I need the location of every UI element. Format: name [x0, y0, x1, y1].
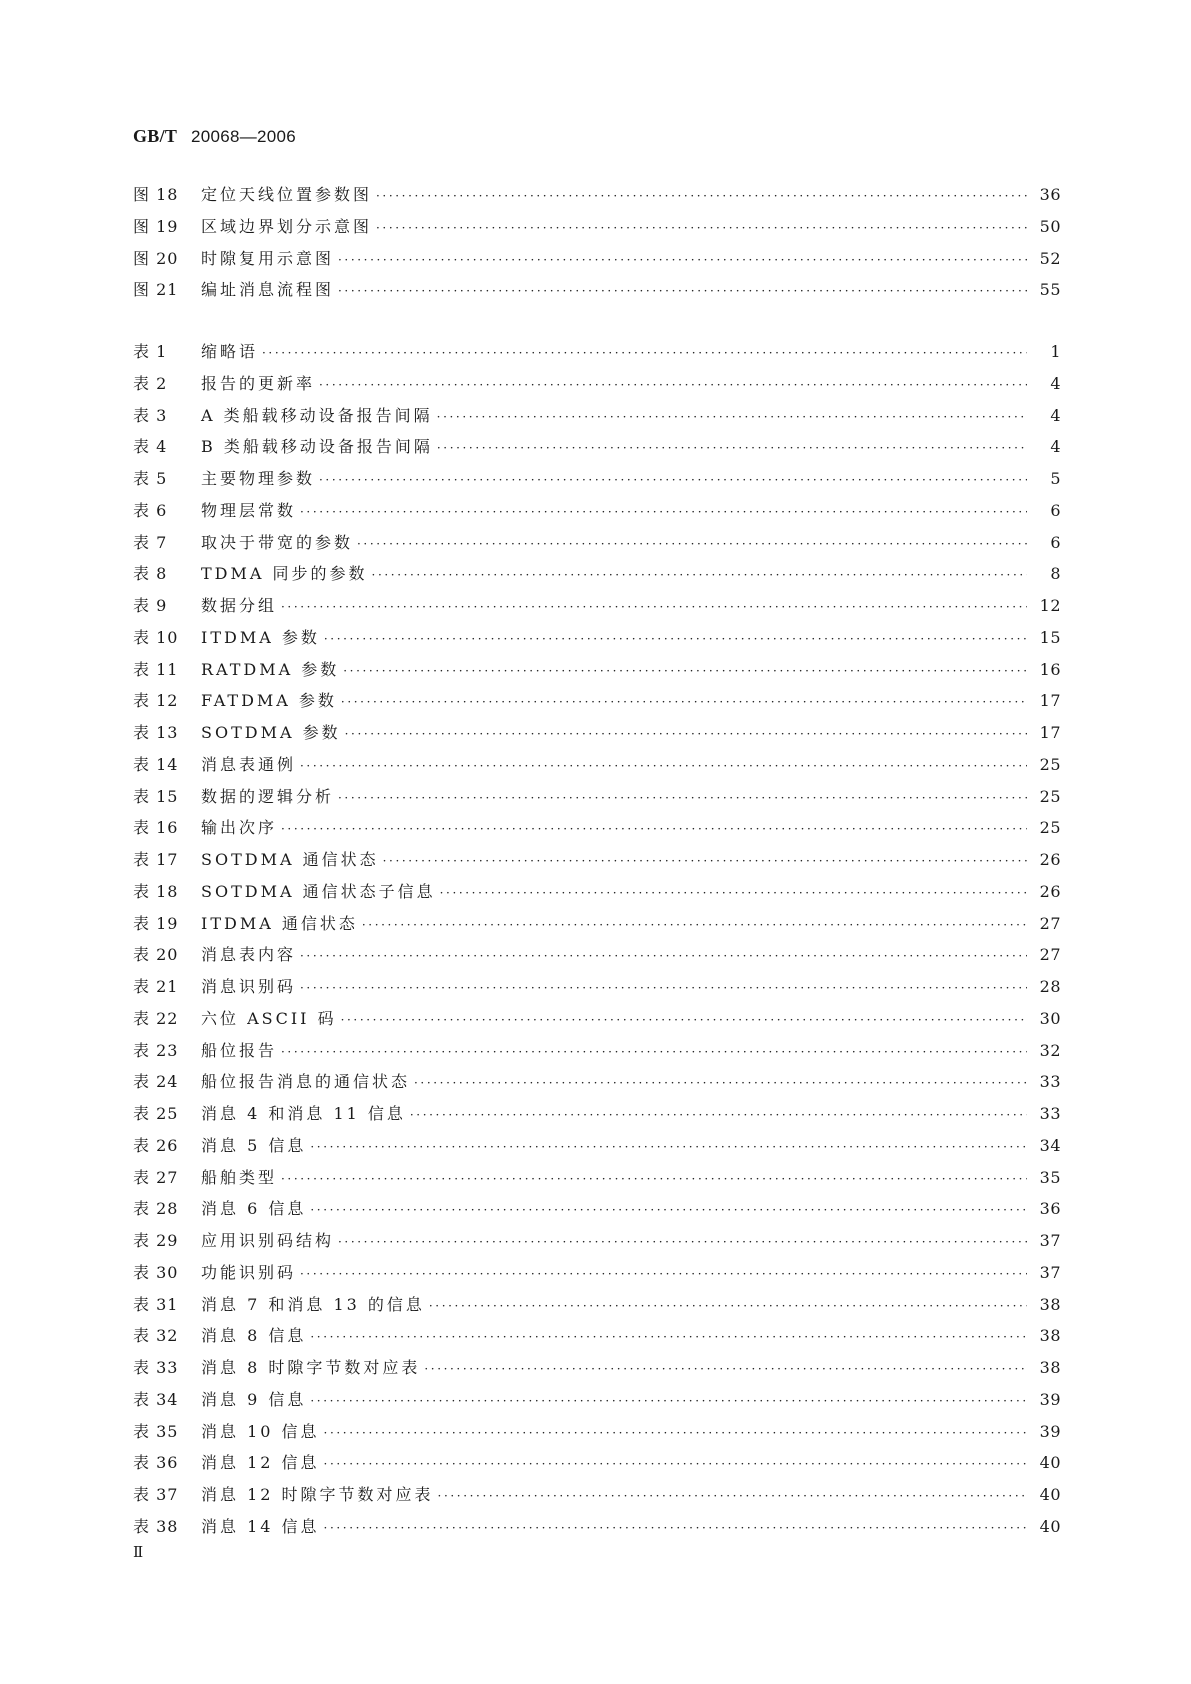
table-entry[interactable] [133, 1196, 1061, 1228]
entry-title[interactable]: 区域边界划分示意图 [201, 216, 373, 236]
entry-page-number: 38 [1039, 1358, 1061, 1377]
table-entry[interactable] [133, 403, 1061, 435]
dot-leader [362, 918, 1027, 932]
table-entry[interactable] [133, 942, 1061, 974]
entry-title[interactable]: FATDMA 参数 [201, 691, 337, 711]
entry-title[interactable]: 编址消息流程图 [201, 280, 335, 300]
table-entry[interactable] [133, 847, 1061, 879]
entry-page-number: 32 [1039, 1040, 1061, 1060]
dot-leader [262, 346, 1027, 360]
entry-page-number: 30 [1039, 1008, 1061, 1028]
entry-page-number: 12 [1039, 596, 1061, 615]
entry-title[interactable]: 消息 6 信息 [201, 1199, 307, 1219]
entry-label: 表 29 [133, 1231, 179, 1250]
entry-page-number: 39 [1039, 1389, 1061, 1409]
entry-label: 表 12 [133, 691, 179, 711]
table-list [133, 339, 1061, 1546]
entry-title[interactable]: 消息 8 信息 [201, 1326, 307, 1346]
entry-label: 表 5 [133, 469, 168, 488]
entry-title[interactable]: 消息 12 时隙字节数对应表 [201, 1485, 434, 1504]
entry-page-number: 25 [1039, 754, 1061, 774]
table-entry[interactable] [133, 371, 1061, 403]
dot-leader [324, 632, 1027, 646]
table-entry[interactable] [133, 1006, 1061, 1038]
entry-page-number: 37 [1039, 1231, 1061, 1250]
entry-page-number: 38 [1039, 1294, 1061, 1314]
dot-leader [310, 1203, 1027, 1217]
entry-label: 表 10 [133, 627, 179, 647]
entry-page-number: 36 [1039, 185, 1061, 204]
entry-title[interactable]: 六位 ASCII 码 [201, 1008, 337, 1028]
entry-title[interactable]: 船位报告消息的通信状态 [201, 1072, 411, 1092]
dot-leader [414, 1076, 1027, 1090]
dot-leader [357, 537, 1027, 551]
entry-page-number: 8 [1050, 564, 1061, 584]
entry-label: 表 27 [133, 1167, 179, 1187]
entry-label: 表 20 [133, 945, 179, 965]
entry-page-number: 15 [1039, 627, 1061, 647]
dot-leader [338, 1235, 1027, 1249]
entry-label: 表 16 [133, 818, 179, 838]
table-entry[interactable] [133, 784, 1061, 816]
entry-page-number: 28 [1039, 977, 1061, 996]
entry-label: 表 2 [133, 373, 168, 393]
entry-label: 表 25 [133, 1104, 179, 1123]
entry-label: 表 35 [133, 1421, 179, 1441]
table-entry[interactable] [133, 657, 1061, 689]
entry-page-number: 50 [1039, 216, 1061, 236]
entry-label: 表 26 [133, 1135, 179, 1155]
dot-leader [310, 1140, 1027, 1154]
entry-page-number: 37 [1039, 1262, 1061, 1282]
entry-label: 表 3 [133, 405, 168, 425]
entry-title[interactable]: A 类船载移动设备报告间隔 [201, 405, 433, 425]
table-entry[interactable] [133, 1355, 1061, 1387]
entry-page-number: 16 [1039, 659, 1061, 679]
dot-leader [437, 410, 1027, 424]
table-entry[interactable] [133, 1514, 1061, 1546]
entry-title[interactable]: SOTDMA 参数 [201, 723, 341, 742]
figure-entry[interactable] [133, 182, 1061, 214]
entry-label: 表 24 [133, 1072, 179, 1092]
entry-page-number: 6 [1050, 532, 1061, 552]
table-entry[interactable] [133, 339, 1061, 371]
entry-page-number: 52 [1039, 248, 1061, 268]
figure-list [133, 182, 1061, 309]
table-entry[interactable] [133, 625, 1061, 657]
entry-label: 表 18 [133, 881, 179, 901]
entry-title[interactable]: 物理层常数 [201, 500, 297, 520]
table-entry[interactable] [133, 1133, 1061, 1165]
entry-title[interactable]: SOTDMA 通信状态子信息 [201, 881, 436, 901]
entry-page-number: 27 [1039, 945, 1061, 965]
entry-page-number: 26 [1039, 881, 1061, 901]
entry-page-number: 40 [1039, 1485, 1061, 1504]
entry-title[interactable]: 输出次序 [201, 818, 278, 838]
entry-title[interactable]: 消息 12 信息 [201, 1453, 320, 1473]
entry-title[interactable]: 船位报告 [201, 1040, 278, 1060]
entry-page-number: 35 [1039, 1167, 1061, 1187]
entry-page-number: 17 [1039, 691, 1061, 711]
table-entry[interactable] [133, 1069, 1061, 1101]
table-entry[interactable] [133, 974, 1061, 1006]
entry-label: 表 23 [133, 1040, 179, 1060]
entry-page-number: 39 [1039, 1421, 1061, 1441]
entry-title[interactable]: 消息 5 信息 [201, 1135, 307, 1155]
entry-label: 表 21 [133, 977, 179, 996]
entry-title[interactable]: ITDMA 参数 [201, 627, 320, 647]
entry-title[interactable]: RATDMA 参数 [201, 659, 340, 679]
table-entry[interactable] [133, 1450, 1061, 1482]
dot-leader [372, 568, 1027, 582]
entry-page-number: 25 [1039, 818, 1061, 838]
figure-entry[interactable] [133, 214, 1061, 246]
entry-page-number: 27 [1039, 913, 1061, 933]
table-entry[interactable] [133, 1482, 1061, 1514]
entry-title[interactable]: 消息表通例 [201, 754, 297, 774]
entry-label: 表 34 [133, 1389, 179, 1409]
entry-title[interactable]: 时隙复用示意图 [201, 248, 335, 268]
entry-label: 表 36 [133, 1453, 179, 1473]
entry-page-number: 55 [1039, 280, 1061, 300]
entry-title[interactable]: 消息 8 时隙字节数对应表 [201, 1358, 421, 1377]
entry-label: 表 8 [133, 564, 168, 584]
table-entry[interactable] [133, 498, 1061, 530]
entry-title[interactable]: 消息识别码 [201, 977, 297, 996]
entry-label: 表 17 [133, 850, 179, 869]
entry-label: 表 14 [133, 754, 179, 774]
entry-label: 图 19 [133, 216, 179, 236]
dot-leader [410, 1108, 1027, 1122]
entry-title[interactable]: ITDMA 通信状态 [201, 913, 358, 933]
table-entry[interactable] [133, 1101, 1061, 1133]
page-number-footer: Ⅱ [133, 1543, 144, 1561]
table-entry[interactable] [133, 1292, 1061, 1324]
dot-leader [310, 1330, 1027, 1344]
table-entry[interactable] [133, 561, 1061, 593]
dot-leader [300, 949, 1027, 963]
entry-page-number: 26 [1039, 850, 1061, 869]
table-entry[interactable] [133, 1038, 1061, 1070]
dot-leader [343, 664, 1027, 678]
entry-title[interactable]: 报告的更新率 [201, 373, 316, 393]
dot-leader [338, 253, 1027, 267]
entry-page-number: 25 [1039, 786, 1061, 806]
dot-leader [440, 886, 1027, 900]
entry-page-number: 40 [1039, 1516, 1061, 1536]
entry-page-number: 40 [1039, 1453, 1061, 1473]
entry-page-number: 38 [1039, 1326, 1061, 1346]
table-entry[interactable] [133, 466, 1061, 498]
entry-title[interactable]: 数据分组 [201, 596, 278, 615]
entry-label: 表 4 [133, 437, 168, 457]
entry-label: 表 6 [133, 500, 168, 520]
entry-title[interactable]: SOTDMA 通信状态 [201, 850, 379, 869]
entry-label: 表 11 [133, 659, 179, 679]
table-entry[interactable] [133, 1323, 1061, 1355]
table-entry[interactable] [133, 911, 1061, 943]
dot-leader [300, 505, 1027, 519]
table-entry[interactable] [133, 530, 1061, 562]
table-entry[interactable] [133, 879, 1061, 911]
dot-leader [281, 1045, 1027, 1059]
entry-label: 表 1 [133, 342, 168, 361]
entry-label: 表 7 [133, 532, 168, 552]
dot-leader [437, 441, 1027, 455]
dot-leader [338, 284, 1027, 298]
dot-leader [341, 695, 1027, 709]
table-entry[interactable] [133, 1228, 1061, 1260]
entry-page-number: 33 [1039, 1072, 1061, 1092]
entry-title[interactable]: 主要物理参数 [201, 469, 316, 488]
entry-page-number: 36 [1039, 1199, 1061, 1219]
entry-page-number: 4 [1050, 405, 1061, 425]
entry-title[interactable]: 消息表内容 [201, 945, 297, 965]
entry-title[interactable]: 缩略语 [201, 342, 259, 361]
entry-page-number: 17 [1039, 723, 1061, 742]
table-entry[interactable] [133, 752, 1061, 784]
table-entry[interactable] [133, 434, 1061, 466]
entry-title[interactable]: 应用识别码结构 [201, 1231, 335, 1250]
dot-leader [324, 1426, 1027, 1440]
figure-entry[interactable] [133, 246, 1061, 278]
entry-title[interactable]: TDMA 同步的参数 [201, 564, 368, 584]
entry-label: 表 28 [133, 1199, 179, 1219]
table-entry[interactable] [133, 1165, 1061, 1197]
dot-leader [324, 1457, 1027, 1471]
table-entry[interactable] [133, 688, 1061, 720]
dot-leader [438, 1489, 1027, 1503]
dot-leader [429, 1299, 1027, 1313]
table-entry[interactable] [133, 720, 1061, 752]
table-entry[interactable] [133, 1387, 1061, 1419]
entry-title[interactable]: 消息 4 和消息 11 信息 [201, 1104, 406, 1123]
dot-leader [376, 221, 1027, 235]
table-entry[interactable] [133, 1419, 1061, 1451]
dot-leader [300, 981, 1027, 995]
entry-label: 表 33 [133, 1358, 179, 1377]
entry-label: 表 32 [133, 1326, 179, 1346]
dot-leader [319, 473, 1027, 487]
entry-label: 表 15 [133, 786, 179, 806]
dot-leader [341, 1013, 1027, 1027]
dot-leader [345, 727, 1027, 741]
entry-label: 表 31 [133, 1294, 179, 1314]
dot-leader [376, 189, 1027, 203]
entry-label: 表 37 [133, 1485, 179, 1504]
dot-leader [383, 854, 1027, 868]
standard-code: GB/T [133, 126, 178, 146]
dot-leader [338, 791, 1027, 805]
entry-title[interactable]: 定位天线位置参数图 [201, 185, 373, 204]
entry-label: 表 38 [133, 1516, 179, 1536]
standard-number: 20068—2006 [190, 127, 297, 146]
entry-title[interactable]: 消息 14 信息 [201, 1516, 320, 1536]
dot-leader [281, 600, 1027, 614]
entry-title[interactable]: 消息 10 信息 [201, 1421, 320, 1441]
entry-title[interactable]: 消息 9 信息 [201, 1389, 307, 1409]
entry-title[interactable]: 功能识别码 [201, 1262, 297, 1282]
entry-label: 表 30 [133, 1262, 179, 1282]
document-header [133, 126, 296, 147]
entry-page-number: 34 [1039, 1135, 1061, 1155]
entry-label: 表 13 [133, 723, 179, 742]
dot-leader [281, 1172, 1027, 1186]
entry-page-number: 1 [1050, 342, 1061, 361]
entry-label: 表 19 [133, 913, 179, 933]
dot-leader [424, 1362, 1027, 1376]
entry-title[interactable]: 船舶类型 [201, 1167, 278, 1187]
entry-page-number: 5 [1050, 469, 1061, 488]
entry-page-number: 4 [1050, 437, 1061, 457]
dot-leader [300, 1267, 1027, 1281]
entry-label: 表 22 [133, 1008, 179, 1028]
entry-title[interactable]: 数据的逻辑分析 [201, 786, 335, 806]
entry-title[interactable]: 消息 7 和消息 13 的信息 [201, 1294, 425, 1314]
entry-label: 图 18 [133, 185, 179, 204]
dot-leader [319, 378, 1027, 392]
table-entry[interactable] [133, 815, 1061, 847]
entry-label: 表 9 [133, 596, 168, 615]
figure-entry[interactable] [133, 277, 1061, 309]
entry-page-number: 33 [1039, 1104, 1061, 1123]
dot-leader [300, 759, 1027, 773]
dot-leader [324, 1521, 1027, 1535]
entry-label: 图 21 [133, 280, 179, 300]
table-entry[interactable] [133, 593, 1061, 625]
table-entry[interactable] [133, 1260, 1061, 1292]
entry-label: 图 20 [133, 248, 179, 268]
entry-title[interactable]: B 类船载移动设备报告间隔 [201, 437, 433, 457]
dot-leader [310, 1394, 1027, 1408]
entry-page-number: 4 [1050, 373, 1061, 393]
entry-page-number: 6 [1050, 500, 1061, 520]
entry-title[interactable]: 取决于带宽的参数 [201, 532, 354, 552]
dot-leader [281, 822, 1027, 836]
